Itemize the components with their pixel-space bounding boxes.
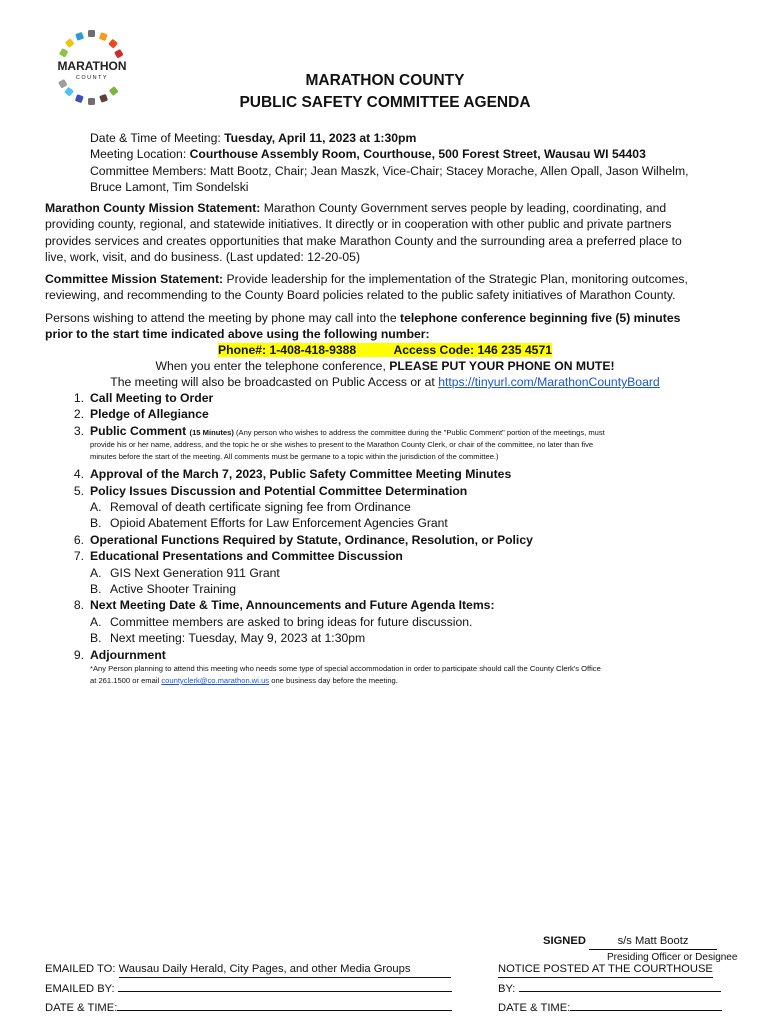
item-note-line-2: provide his or her name, address, and the topic he or she wishes to present to the Marathon County Clerk, or chair of the committee, no later than five [90, 440, 594, 450]
agenda-subitem [50, 630, 740, 646]
item-number: 3. [73, 423, 84, 438]
footer-right-date [498, 997, 738, 1016]
logo-name: MARATHON [57, 59, 127, 73]
signed-label: SIGNED [543, 935, 586, 947]
agenda-subitem [50, 515, 740, 531]
item-text: Adjournment [90, 647, 166, 662]
subitem-text: Committee members are asked to bring ideas for future discussion. [110, 614, 473, 629]
mute-pre: When you enter the telephone conference, [155, 359, 386, 373]
members-line-1: Matt Bootz, Chair; Jean Maszk, Vice-Chair; Stacey Morache, Allen Opall, Jason Wilhelm, [209, 163, 689, 178]
logo-sub: COUNTY [75, 75, 109, 81]
meeting-info [90, 130, 730, 196]
agenda-subitem [50, 581, 740, 597]
phone-number-highlight [218, 343, 552, 357]
subitem-text: Next meeting: Tuesday, May 9, 2023 at 1:30pm [110, 631, 366, 646]
broadcast-pre: The meeting will also be broadcasted on Public Access or at [110, 375, 435, 389]
clerk-email-link[interactable]: countyclerk@co.marathon.wi.us [161, 675, 270, 685]
meeting-location-label: Meeting Location: [90, 147, 187, 162]
agenda-item [50, 406, 740, 422]
title-line-1: MARATHON COUNTY [305, 72, 465, 89]
committee-mission-line-1: Provide leadership for the implementation of the Strategic Plan, monitoring outcomes, [226, 272, 688, 286]
subitem-text: GIS Next Generation 911 Grant [110, 565, 280, 580]
item-text: Call Meeting to Order [90, 391, 214, 405]
agenda-subitem [50, 565, 740, 581]
subitem-letter: B. [90, 582, 102, 597]
item-number: 7. [73, 549, 84, 564]
phone-number: Phone#: 1-408-418-9388 [218, 343, 357, 357]
note-pre: at 261.1500 or email [90, 675, 160, 685]
item-number: 4. [73, 467, 84, 482]
agenda-list [50, 390, 740, 686]
item-text: Public Comment [90, 423, 187, 438]
emailed-to-label: EMAILED TO: [45, 963, 116, 975]
agenda-item [50, 423, 740, 439]
phone-instructions [45, 310, 735, 343]
county-mission-line-2: providing county, regional, and statewide initiatives. It directly or in cooperation with other public and private partners [45, 217, 672, 232]
accommodation-note-line-1: *Any Person planning to attend this meeting who needs some type of special accommodation in order to participate should call the County Clerk's Office [90, 664, 601, 674]
subitem-text: Removal of death certificate signing fee from Ordinance [110, 500, 411, 515]
phone-intro: Persons wishing to attend the meeting by phone may call into the [45, 311, 397, 325]
item-note-line-1: (Any person who wishes to address the committee during the "Public Comment" portion of the meetings, must [235, 427, 605, 437]
posted-by [498, 978, 738, 997]
emailed-by-label: EMAILED BY: [45, 983, 115, 995]
members-line-2: Bruce Lamont, Tim Sondelski [90, 180, 249, 195]
date-line [570, 997, 722, 1011]
mute-notice [0, 358, 770, 374]
committee-mission [45, 271, 735, 304]
meeting-time [90, 130, 730, 146]
committee-members [90, 163, 730, 179]
access-code: Access Code: 146 235 4571 [393, 343, 552, 357]
agenda-item [50, 532, 740, 548]
item-text: Policy Issues Discussion and Potential Committee Determination [90, 483, 468, 498]
agenda-item [50, 548, 740, 564]
subitem-letter: B. [90, 516, 102, 531]
county-mission-line-3: provides services and creates opportunities that make Marathon County and the surrounding area a preferred place to [45, 233, 682, 248]
date-label: DATE & TIME: [45, 1002, 118, 1014]
emailed-by-line [118, 978, 452, 992]
footer-left [45, 962, 455, 1016]
subitem-letter: B. [90, 631, 102, 646]
agenda-item [50, 390, 740, 406]
broadcast-link[interactable]: https://tinyurl.com/MarathonCountyBoard [438, 375, 660, 389]
agenda-subitem [50, 499, 740, 515]
agenda-item [50, 466, 740, 482]
page-title: PUBLIC SAFETY COMMITTEE AGENDA [239, 94, 531, 111]
county-mission-line-4: live, work, visit, and do business. (Last updated: 12-20-05) [45, 250, 361, 265]
committee-mission-line-2: reviewing, and recommending to the County Board policies related to the public safety initiatives of Marathon County. [45, 288, 676, 303]
mute-bold: PLEASE PUT YOUR PHONE ON MUTE! [389, 359, 615, 373]
date-label: DATE & TIME: [498, 1002, 571, 1014]
item-text: Next Meeting Date & Time, Announcements and Future Agenda Items: [90, 598, 495, 613]
accommodation-note-line-2 [50, 675, 740, 687]
presiding-officer: Presiding Officer or Designee [607, 952, 738, 963]
subitem-text: Active Shooter Training [110, 582, 237, 597]
by-line [519, 978, 721, 992]
note-post: one business day before the meeting. [271, 675, 398, 685]
subitem-letter: A. [90, 500, 102, 515]
item-number: 2. [73, 407, 84, 422]
members-label: Committee Members: [90, 163, 207, 178]
subitem-letter: A. [90, 614, 102, 629]
item-number: 8. [73, 598, 84, 613]
county-mission [45, 200, 735, 266]
county-mission-line-1: Marathon County Government serves people by leading, coordinating, and [263, 201, 667, 215]
agenda-subitem [50, 614, 740, 630]
item-number: 6. [73, 532, 84, 547]
notice-posted: NOTICE POSTED AT THE COURTHOUSE [498, 962, 713, 978]
meeting-time-value: Tuesday, April 11, 2023 at 1:30pm [224, 131, 417, 145]
agenda-item [50, 483, 740, 499]
emailed-to-value: Wausau Daily Herald, City Pages, and other Media Groups [119, 962, 451, 978]
emailed-to [45, 962, 455, 978]
emailed-by [45, 978, 455, 997]
by-label: BY: [498, 983, 516, 995]
footer-left-date [45, 997, 455, 1016]
item-number: 9. [73, 647, 84, 662]
committee-mission-label: Committee Mission Statement: [45, 272, 224, 286]
phone-line-2: prior to the start time indicated above using the following number: [45, 327, 430, 342]
phone-intro-bold: telephone conference beginning five (5) minutes [400, 311, 681, 325]
subitem-letter: A. [90, 565, 102, 580]
item-text: Operational Functions Required by Statute, Ordinance, Resolution, or Policy [90, 532, 533, 547]
agenda-item [50, 647, 740, 663]
date-line [117, 997, 452, 1011]
item-duration: (15 Minutes) [189, 427, 234, 437]
signature-block [543, 934, 733, 950]
item-text: Approval of the March 7, 2023, Public Safety Committee Meeting Minutes [90, 467, 512, 482]
county-mission-label: Marathon County Mission Statement: [45, 201, 261, 215]
meeting-location [90, 146, 730, 162]
item-note-line-3: minutes before the start of the meeting. All comments must be germane to a topic within the jurisdiction of the committee.) [90, 451, 499, 461]
signed-value: s/s Matt Bootz [589, 934, 717, 950]
footer-right [498, 962, 738, 1016]
agenda-item [50, 597, 740, 613]
subitem-text: Opioid Abatement Efforts for Law Enforcement Agencies Grant [110, 516, 448, 531]
item-text: Educational Presentations and Committee Discussion [90, 549, 403, 564]
broadcast-notice [0, 374, 770, 390]
item-text: Pledge of Allegiance [90, 407, 209, 422]
item-number: 5. [73, 483, 84, 498]
meeting-location-value: Courthouse Assembly Room, Courthouse, 500 Forest Street, Wausau WI 54403 [189, 147, 646, 162]
meeting-time-label: Date & Time of Meeting: [90, 131, 221, 145]
item-number: 1. [73, 391, 84, 405]
phone-numbers [0, 342, 770, 358]
